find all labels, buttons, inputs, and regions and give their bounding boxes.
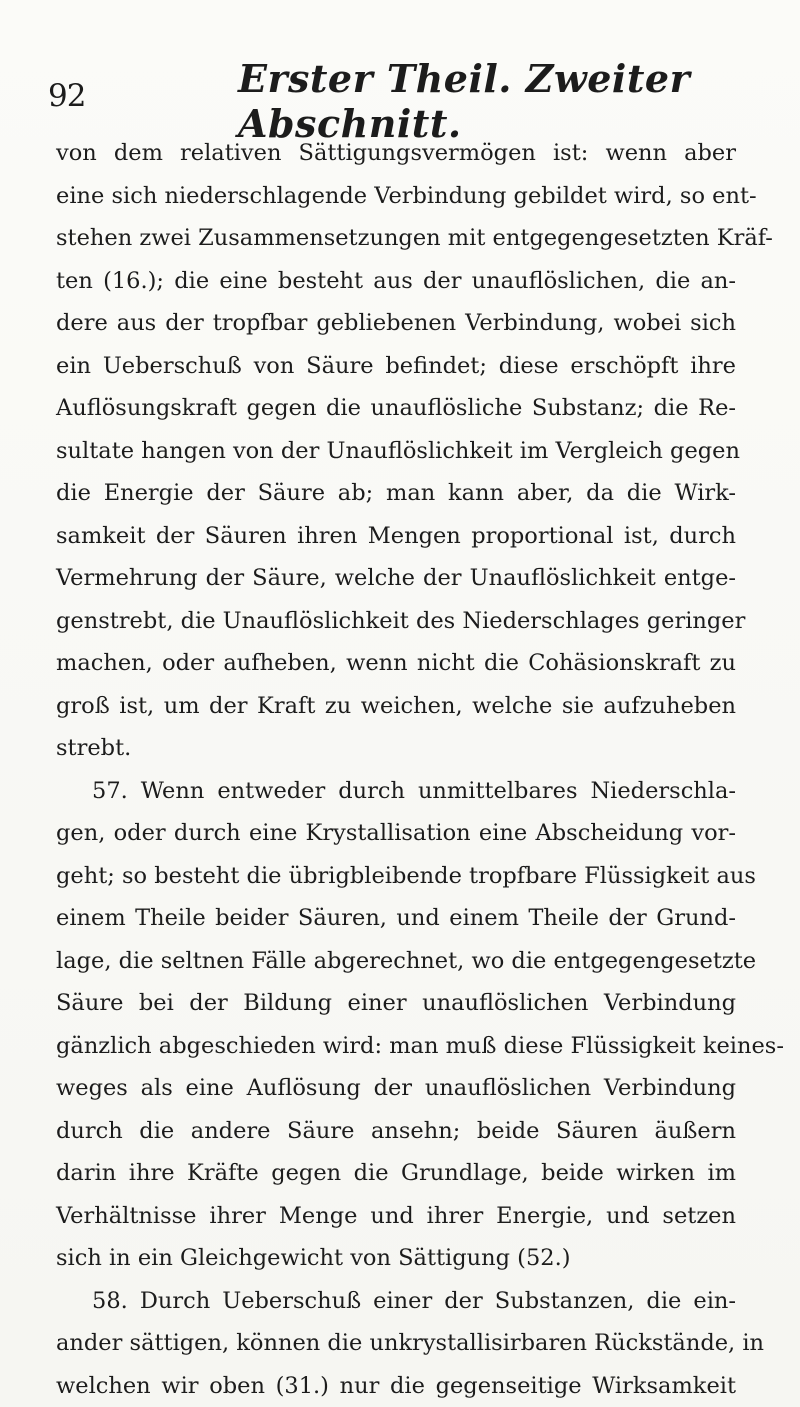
text-line: dere aus der tropfbar gebliebenen Verbindung, wobei sich xyxy=(56,310,736,336)
paragraph-end-line: sich in ein Gleichgewicht von Sättigung (52.) xyxy=(56,1245,571,1271)
text-line: sultate hangen von der Unauflöslichkeit im Vergleich gegen xyxy=(56,437,740,464)
section-58-start: 58. Durch Ueberschuß einer der Substanzen, die ein- xyxy=(92,1287,736,1314)
text-line: groß ist, um der Kraft zu weichen, welche sie aufzuheben xyxy=(56,692,736,719)
paragraph-end-line: strebt. xyxy=(56,735,132,761)
text-line: ander sättigen, können die unkrystallisirbaren Rückstände, in xyxy=(56,1330,765,1356)
text-line: durch die andere Säure ansehn; beide Säuren äußern xyxy=(56,1117,736,1144)
section-57-start: 57. Wenn entweder durch unmittelbares Niederschla- xyxy=(92,777,736,804)
text-line: geht; so besteht die übrigbleibende tropfbare Flüssigkeit aus xyxy=(56,862,756,889)
text-line: die Energie der Säure ab; man kann aber, da die Wirk- xyxy=(56,480,736,506)
text-line: lage, die seltnen Fälle abgerechnet, wo die entgegengesetzte xyxy=(56,947,757,974)
text-line: weges als eine Auflösung der unauflöslichen Verbindung xyxy=(56,1075,736,1101)
text-line: samkeit der Säuren ihren Mengen proportional ist, durch xyxy=(56,522,736,549)
text-line: stehen zwei Zusammensetzungen mit entgegengesetzten Kräf- xyxy=(56,225,773,251)
text-line: einem Theile beider Säuren, und einem Theile der Grund- xyxy=(56,905,736,931)
text-line: ten (16.); die eine besteht aus der unauflöslichen, die an- xyxy=(56,267,736,294)
page-header xyxy=(0,44,800,146)
text-line: eine sich niederschlagende Verbindung gebildet wird, so ent- xyxy=(56,182,757,209)
text-line: von dem relativen Sättigungsvermögen ist: wenn aber xyxy=(56,140,736,166)
text-line: gen, oder durch eine Krystallisation eine Abscheidung vor- xyxy=(56,820,736,846)
page-number: 92 xyxy=(48,78,86,114)
text-line: Säure bei der Bildung einer unauflöslichen Verbindung xyxy=(56,990,736,1016)
text-line: gänzlich abgeschieden wird: man muß diese Flüssigkeit keines- xyxy=(56,1032,784,1059)
body-text xyxy=(56,132,784,1407)
text-line: welchen wir oben (31.) nur die gegenseitige Wirksamkeit xyxy=(56,1372,736,1399)
text-line: Auflösungskraft gegen die unauflösliche Substanz; die Re- xyxy=(56,395,736,421)
text-line: Vermehrung der Säure, welche der Unauflöslichkeit entge- xyxy=(56,565,736,591)
text-line: machen, oder aufheben, wenn nicht die Cohäsionskraft zu xyxy=(56,650,736,676)
text-line: genstrebt, die Unauflöslichkeit des Niederschlages geringer xyxy=(56,607,746,634)
running-head: Erster Theil. Zweiter Abschnitt. xyxy=(238,56,691,146)
text-line: darin ihre Kräfte gegen die Grundlage, beide wirken im xyxy=(56,1160,736,1186)
text-line: Verhältnisse ihrer Menge und ihrer Energie, und setzen xyxy=(56,1202,736,1229)
text-line: ein Ueberschuß von Säure befindet; diese erschöpft ihre xyxy=(56,352,736,379)
